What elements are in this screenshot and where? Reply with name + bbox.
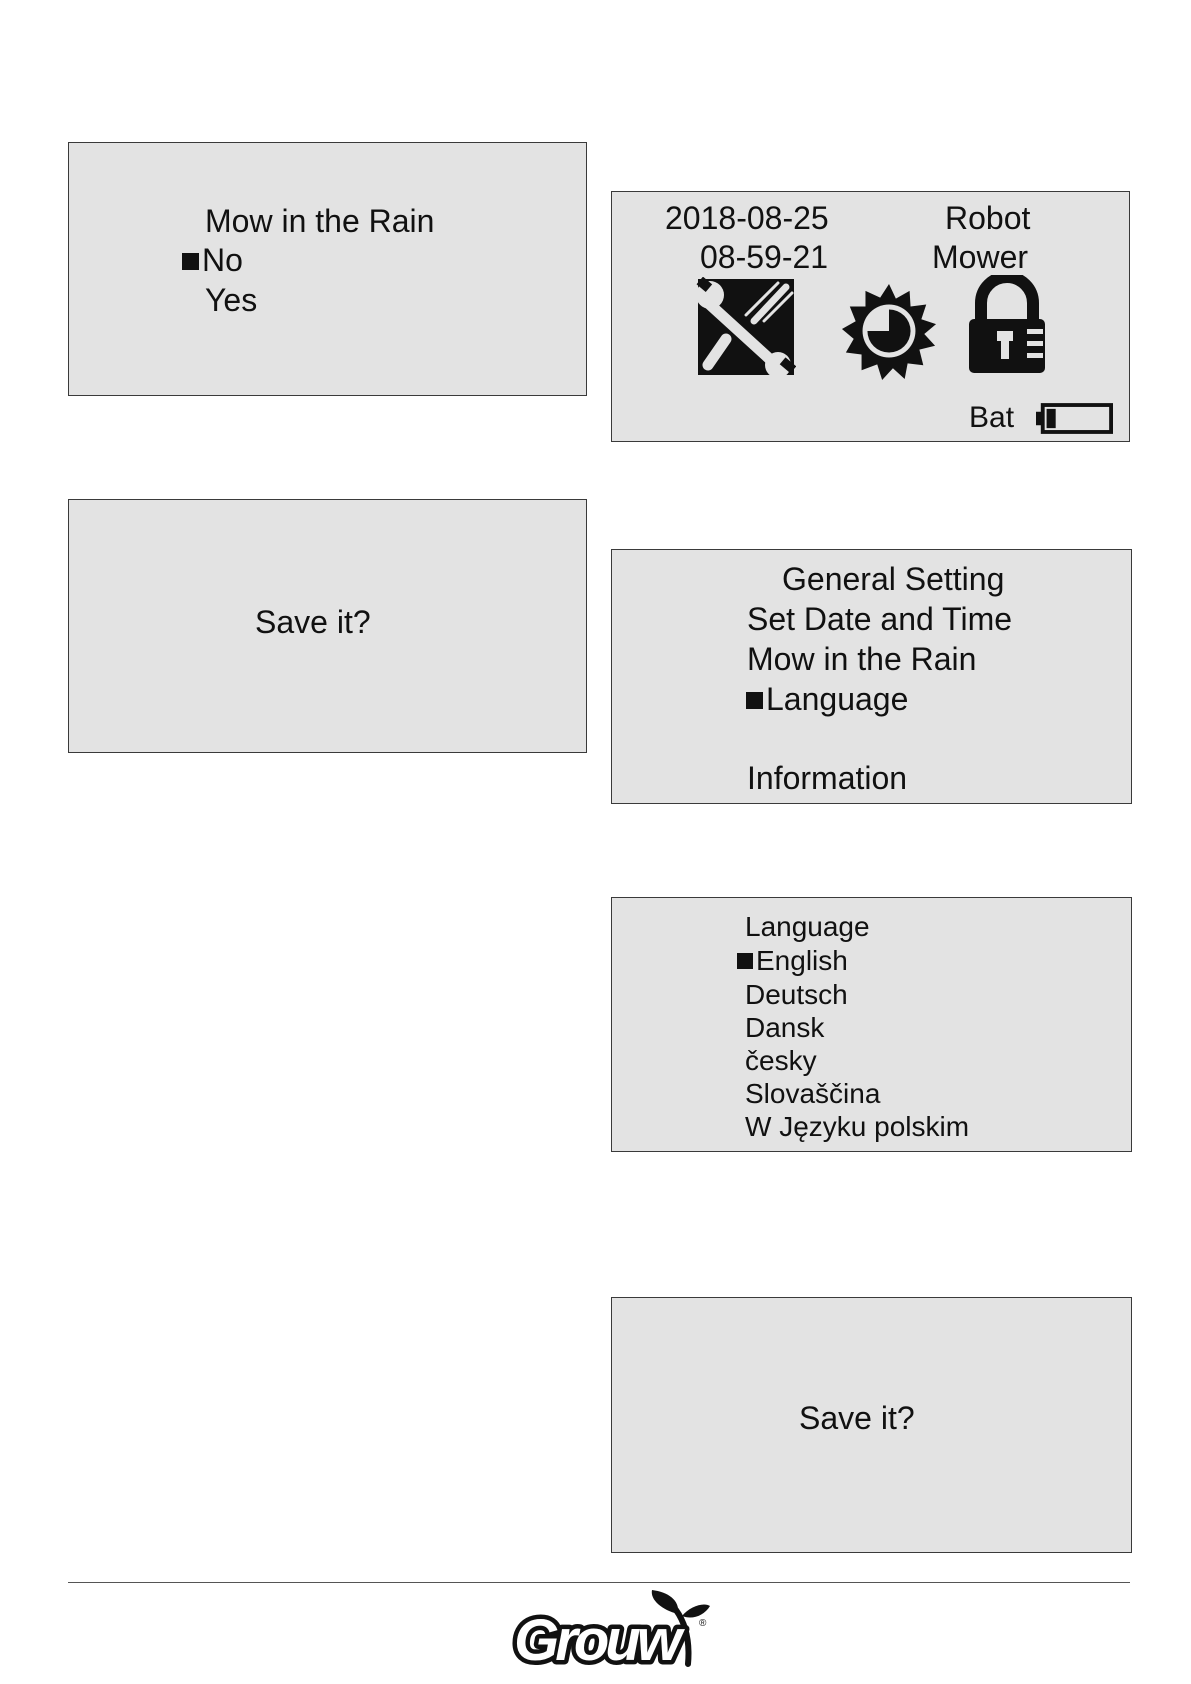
- menu-item-set-date-time[interactable]: Set Date and Time: [747, 601, 1013, 637]
- language-title: Language: [745, 911, 870, 942]
- lock-icon[interactable]: [967, 275, 1047, 375]
- general-setting-screen: [611, 549, 1132, 804]
- language-option-cesky[interactable]: česky: [745, 1045, 817, 1076]
- date-display: 2018-08-25: [665, 200, 829, 236]
- mow-in-rain-screen: [68, 142, 587, 396]
- svg-text:®: ®: [699, 1618, 707, 1629]
- language-screen: [611, 897, 1132, 1152]
- general-setting-title: General Setting: [782, 561, 1005, 597]
- home-screen: [611, 191, 1130, 442]
- option-yes[interactable]: Yes: [205, 282, 258, 318]
- device-name-line1: Robot: [945, 200, 1031, 236]
- menu-item-information[interactable]: Information: [747, 760, 908, 796]
- save-confirm-screen-2: [611, 1297, 1132, 1553]
- language-option-dansk[interactable]: Dansk: [745, 1012, 825, 1043]
- grouw-logo: [492, 1590, 712, 1668]
- schedule-sun-icon[interactable]: [840, 282, 938, 380]
- menu-item-mow-in-rain[interactable]: Mow in the Rain: [747, 641, 977, 677]
- option-no[interactable]: No: [182, 244, 243, 276]
- language-option-deutsch[interactable]: Deutsch: [745, 979, 848, 1010]
- battery-label: Bat: [969, 401, 1015, 434]
- time-display: 08-59-21: [700, 239, 829, 275]
- menu-item-language[interactable]: Language: [746, 683, 908, 715]
- language-option-slovascina[interactable]: Slovaščina: [745, 1078, 881, 1109]
- svg-text:Grouw: Grouw: [514, 1608, 678, 1668]
- save-prompt: Save it?: [255, 604, 371, 640]
- screen-title: Mow in the Rain: [205, 203, 435, 239]
- language-option-polski[interactable]: W Języku polskim: [745, 1111, 970, 1142]
- battery-icon: [1036, 403, 1113, 434]
- footer-rule: [68, 1582, 1130, 1583]
- language-option-english[interactable]: English: [737, 947, 848, 975]
- save-confirm-screen: [68, 499, 587, 753]
- tools-icon[interactable]: [696, 277, 796, 377]
- device-name-line2: Mower: [932, 239, 1029, 275]
- save-prompt-2: Save it?: [799, 1400, 915, 1436]
